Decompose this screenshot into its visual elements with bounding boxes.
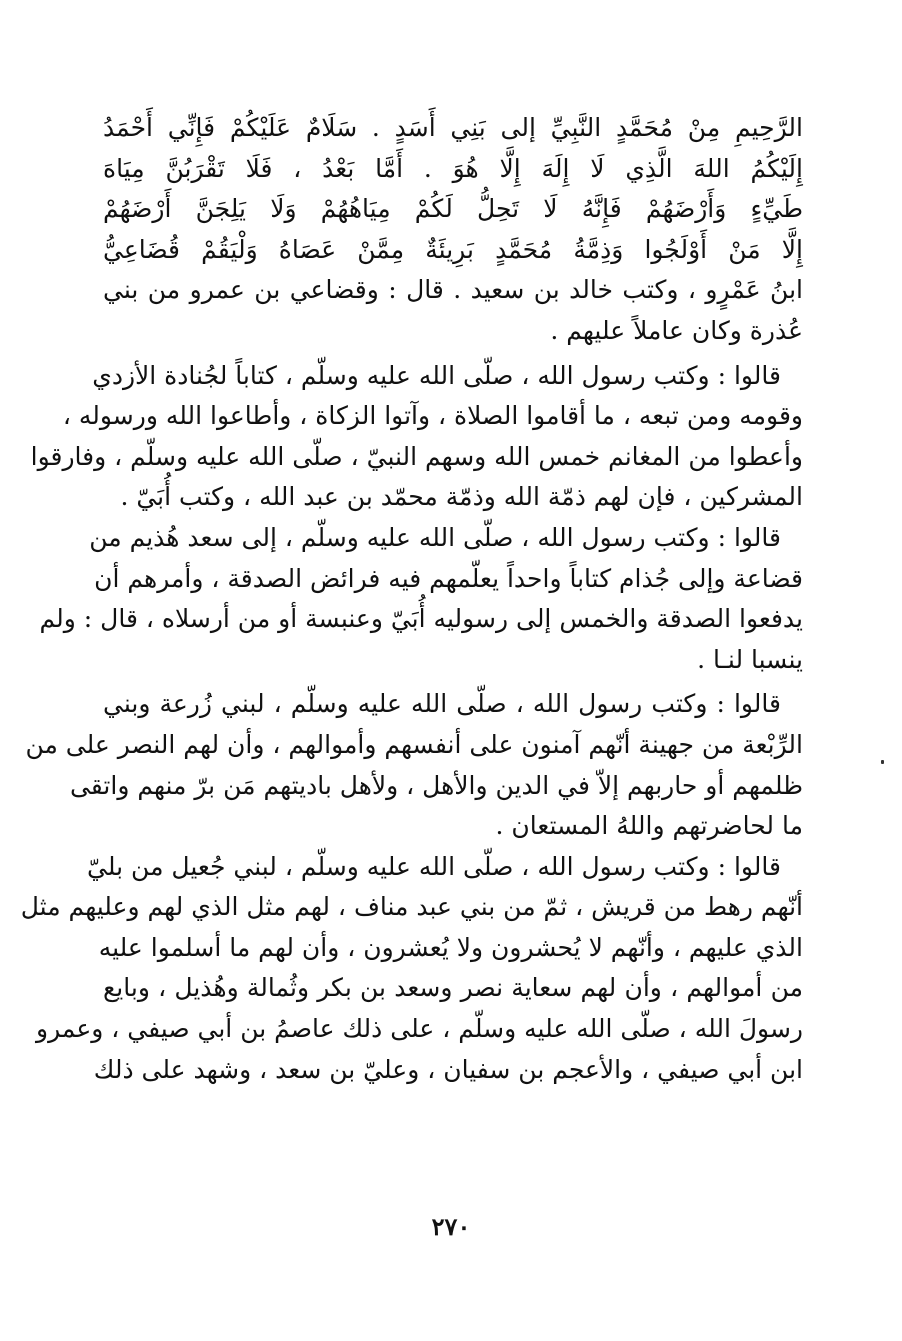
paragraph-4 [25, 684, 803, 846]
text-line: ظلمهم أو حاربهم إلاّ في الدين والأهل ، ولأهل باديتهم مَن برّ منهم واتقى [69, 770, 803, 800]
text-line: وقومه ومن تبعه ، ما أقاموا الصلاة ، وآتوا الزكاة ، وأطاعوا الله ورسوله ، [62, 401, 803, 431]
text-line: إِلَّا مَنْ أَوْلَجُوا وَذِمَّةُ مُحَمَّدٍ بَرِيئَةٌ مِمَّنْ عَصَاهُ وَلْيَقُمْ قُضَاعِيُّ [103, 234, 804, 264]
page-body-text [20, 108, 804, 1090]
text-line: إِلَيْكُمُ اللهَ الَّذِي لَا إِلَهَ إِلَّا هُوَ . أَمَّا بَعْدُ ، فَلَا تَقْرَبُنَّ مِيَاهَ [103, 153, 803, 183]
text-line: الرِّبْعة من جهينة أنّهم آمنون على أنفسهم وأموالهم ، وأن لهم النصر على من [25, 729, 803, 759]
text-line: قالوا : وكتب رسول الله ، صلّى الله عليه وسلّم ، إلى سعد هُذيم من [89, 522, 781, 552]
text-line: قالوا : وكتب رسول الله ، صلّى الله عليه وسلّم ، كتاباً لجُنادة الأزدي [92, 360, 781, 390]
text-line: أنّهم رهط من قريش ، ثمّ من بني عبد مناف ، لهم مثل الذي لهم وعليهم مثل [20, 892, 803, 922]
text-line: ابن أبي صيفي ، والأعجم بن سفيان ، وعليّ بن سعد ، وشهد على ذلك [93, 1054, 803, 1084]
paragraph-3 [39, 518, 803, 680]
text-line: قضاعة وإلى جُذام كتاباً واحداً يعلّمهم فيه فرائض الصدقة ، وأمرهم أن [94, 563, 803, 593]
scan-speck [881, 760, 884, 764]
text-line: المشركين ، فإن لهم ذمّة الله وذمّة محمّد بن عبد الله ، وكتب أُبَيّ . [120, 482, 803, 512]
text-line: الرَّحِيمِ مِنْ مُحَمَّدٍ النَّبِيِّ إلى بَنِي أَسَدٍ . سَلَامٌ عَلَيْكُمْ فَإِنِّي أَحْمَدُ [103, 113, 803, 142]
text-line: يدفعوا الصدقة والخمس إلى رسوليه أُبَيّ وعنبسة أو من أرسلاه ، قال : ولم [39, 604, 803, 634]
page-number: ٢٧٠ [431, 1212, 471, 1241]
text-line: الذي عليهم ، وأنّهم لا يُحشرون ولا يُعشرون ، وأن لهم ما أسلموا عليه [98, 932, 803, 962]
text-line: رسولَ الله ، صلّى الله عليه وسلّم ، على ذلك عاصمُ بن أبي صيفي ، وعمرو [36, 1014, 803, 1044]
text-line: من أموالهم ، وأن لهم سعاية نصر وسعد بن بكر وثُمالة وهُذيل ، وبايع [103, 973, 803, 1003]
text-line: عُذرة وكان عاملاً عليهم . [550, 315, 803, 345]
paragraph-5 [20, 847, 803, 1091]
text-line: ما لحاضرتهم واللهُ المستعان . [495, 811, 803, 841]
text-line: قالوا : وكتب رسول الله ، صلّى الله عليه وسلّم ، لبني جُعيل من بليّ [87, 851, 781, 881]
paragraph-1 [103, 108, 803, 352]
text-line: ابنُ عَمْرٍو ، وكتب خالد بن سعيد . قال : وقضاعي بن عمرو من بني [103, 275, 803, 305]
text-line: ينسبا لنـا . [697, 644, 803, 674]
paragraph-2 [30, 356, 803, 518]
text-line: قالوا : وكتب رسول الله ، صلّى الله عليه وسلّم ، لبني زُرعة وبني [103, 689, 781, 719]
text-line: وأعطوا من المغانم خمس الله وسهم النبيّ ، صلّى الله عليه وسلّم ، وفارقوا [30, 441, 803, 471]
text-line: طَيِّءٍ وَأَرْضَهُمْ فَإِنَّهُ لَا تَحِلُّ لَكُمْ مِيَاهُهُمْ وَلَا يَلِجَنَّ أَرْضَهُمْ [103, 194, 803, 224]
